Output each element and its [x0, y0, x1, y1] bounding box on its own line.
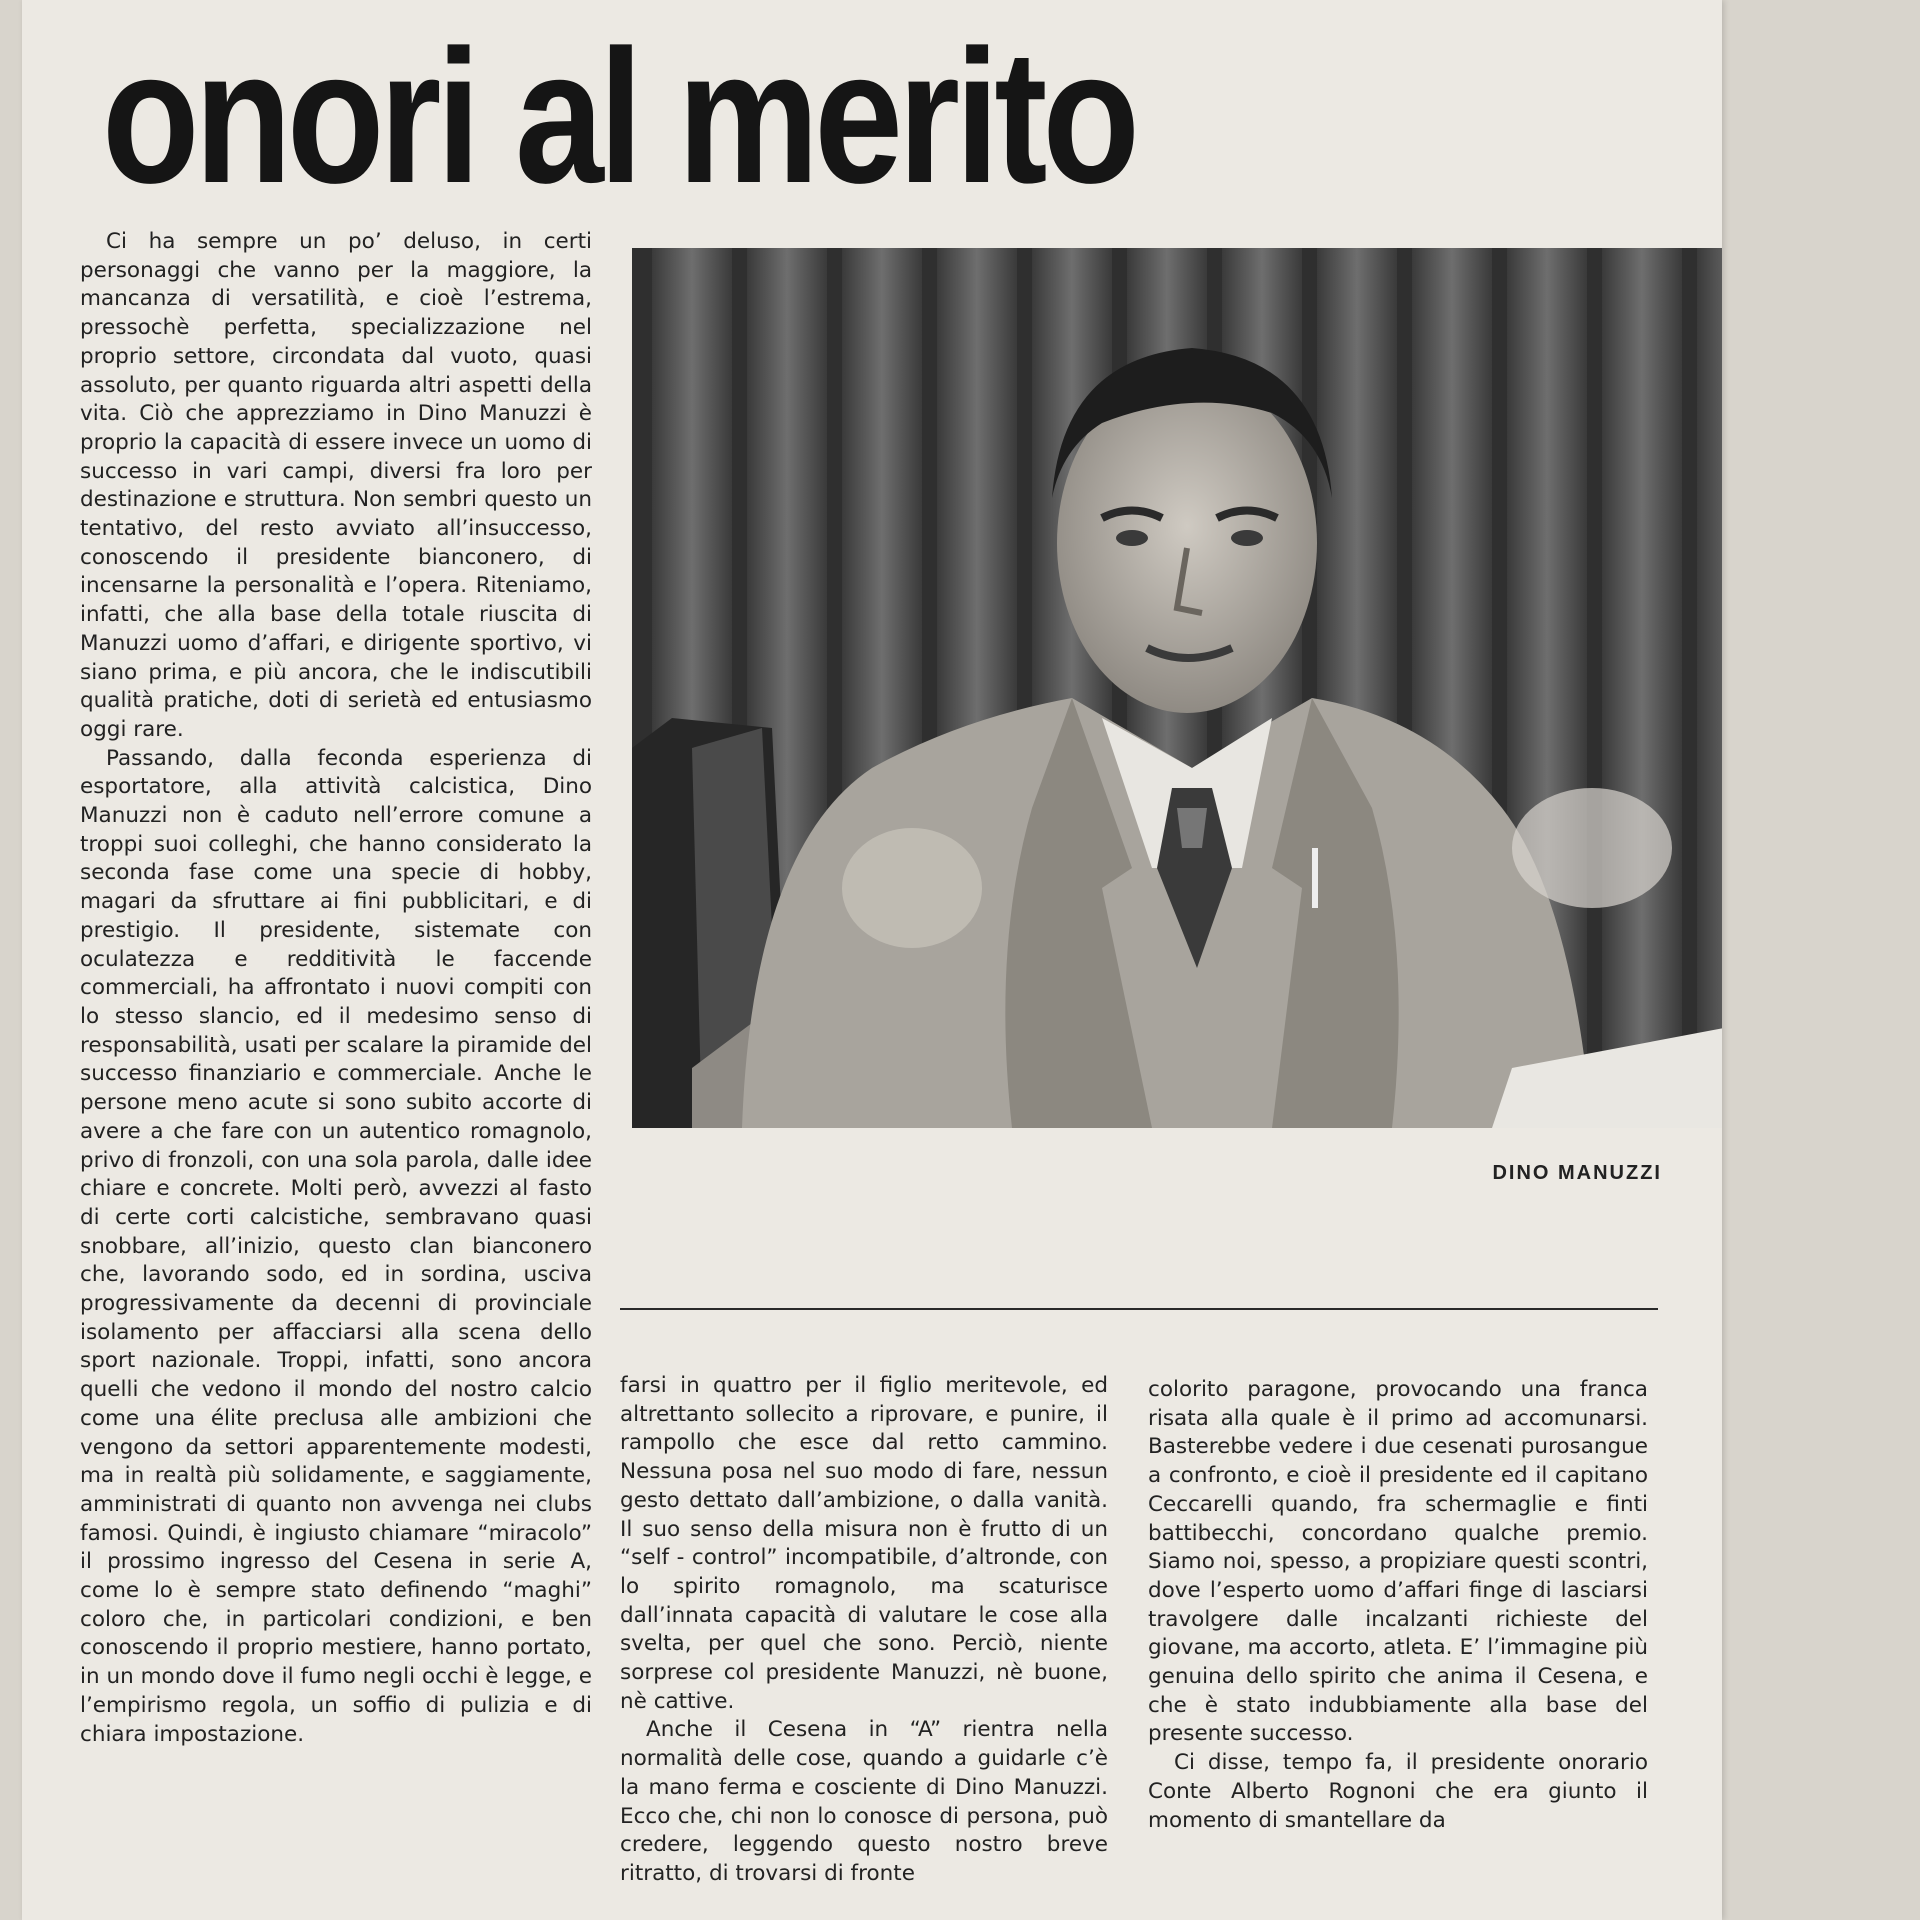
article-column-1	[80, 228, 592, 1900]
photo-caption: DINO MANUZZI	[1492, 1162, 1662, 1184]
column-2-paragraph-2: Anche il Cesena in “A” rientra nella normalità delle cose, quando a guidarle c’è la mano ferma e cosciente di Dino Manuzzi. Ecco che, chi non lo conosce di persona, può credere, leggendo questo nostro breve ritratto, di trovarsi di fronte	[620, 1717, 1108, 1886]
headline	[102, 11, 1135, 223]
headline-line-2: onori al merito	[102, 11, 1135, 223]
column-3-paragraph-1: colorito paragone, provocando una franca risata alla quale è il primo ad accomunarsi. Basterebbe vedere i due cesenati purosangue a confronto, e cioè il presidente ed il capitano Ceccarelli quando, fra schermaglie e finti battibecchi, concordano qualche premio. Siamo noi, spesso, a propiziare questi scontri, dove l’esperto uomo d’affari finge di lasciarsi travolgere dalle incalzanti richieste del giovane, ma accorto, atleta. E’ l’immagine più genuina dello spirito che anima il Cesena, e che è stato indubbiamente alla base del presente successo.	[1148, 1377, 1648, 1747]
article-column-2	[620, 1372, 1108, 1920]
column-divider-rule	[620, 1308, 1658, 1310]
portrait-photo-image	[632, 248, 1722, 1128]
column-2-paragraph-1: farsi in quattro per il figlio meritevole, ed altrettanto sollecito a riprovare, e punire, il rampollo che esce dal retto cammino. Nessuna posa nel suo modo di fare, nessun gesto dettato dall’ambizione, o dalla vanità. Il suo senso della misura non è frutto di un “self - control” incompatibile, d’altronde, con lo spirito romagnolo, ma scaturisce dall’innata capacità di valutare le cose alla svelta, per quel che sono. Perciò, niente sorprese col presidente Manuzzi, nè buone, nè cattive.	[620, 1373, 1108, 1714]
magazine-page	[22, 0, 1722, 1920]
column-1-paragraph-1: Ci ha sempre un po’ deluso, in certi personaggi che vanno per la maggiore, la mancanza di versatilità, e cioè l’estrema, pressochè perfetta, specializzazione nel proprio settore, circondata dal vuoto, quasi assoluto, per quanto riguarda altri aspetti della vita. Ciò che apprezziamo in Dino Manuzzi è proprio la capacità di essere invece un uomo di successo in vari campi, diversi fra loro per destinazione e struttura. Non sembri questo un tentativo, del resto avviato all’insuccesso, conoscendo il presidente bianconero, di incensarne la personalità e l’opera. Riteniamo, infatti, che alla base della totale riuscita di Manuzzi uomo d’affari, e dirigente sportivo, vi siano prima, e più ancora, che le indiscutibili qualità pratiche, doti di serietà ed entusiasmo oggi rare.	[80, 229, 592, 742]
column-1-paragraph-2: Passando, dalla feconda esperienza di esportatore, alla attività calcistica, Dino Manuzzi non è caduto nell’errore comune a troppi suoi colleghi, che hanno considerato la seconda fase come una specie di hobby, magari da sfruttare ai fini pubblicitari, e di prestigio. Il presidente, sistemate con oculatezza e redditività le faccende commerciali, ha affrontato i nuovi compiti con lo stesso slancio, ed il medesimo senso di responsabilità, usati per scalare la piramide del successo finanziario e commerciale. Anche le persone meno acute si sono subito accorte di avere a che fare con un autentico romagnolo, privo di fronzoli, con una sola parola, dalle idee chiare e concrete. Molti però, avvezzi al fasto di certe corti calcistiche, sembravano quasi snobbare, all’inizio, questo clan bianconero che, lavorando sodo, ed in sordina, usciva progressivamente da decenni di provinciale isolamento per affacciarsi alla scena dello sport nazionale. Troppi, infatti, sono ancora quelli che vedono il mondo del nostro calcio come una élite preclusa alle ambizioni che vengono da settori apparentemente modesti, ma in realtà più solidamente, e saggiamente, amministrati di quanto non avvenga nei clubs famosi. Quindi, è ingiusto chiamare “miracolo” il prossimo ingresso del Cesena in serie A, come lo è sempre stato definendo “maghi” coloro che, in particolari condizioni, e ben conoscendo il proprio mestiere, hanno portato, in un mondo dove il fumo negli occhi è legge, e l’empirismo regola, un soffio di pulizia e di chiara impostazione.	[80, 745, 592, 1747]
article-column-3	[1148, 1376, 1648, 1920]
column-3-paragraph-2: Ci disse, tempo fa, il presidente onorario Conte Alberto Rognoni che era giunto il momento di smantellare da	[1148, 1750, 1648, 1833]
portrait-photo	[632, 248, 1722, 1128]
